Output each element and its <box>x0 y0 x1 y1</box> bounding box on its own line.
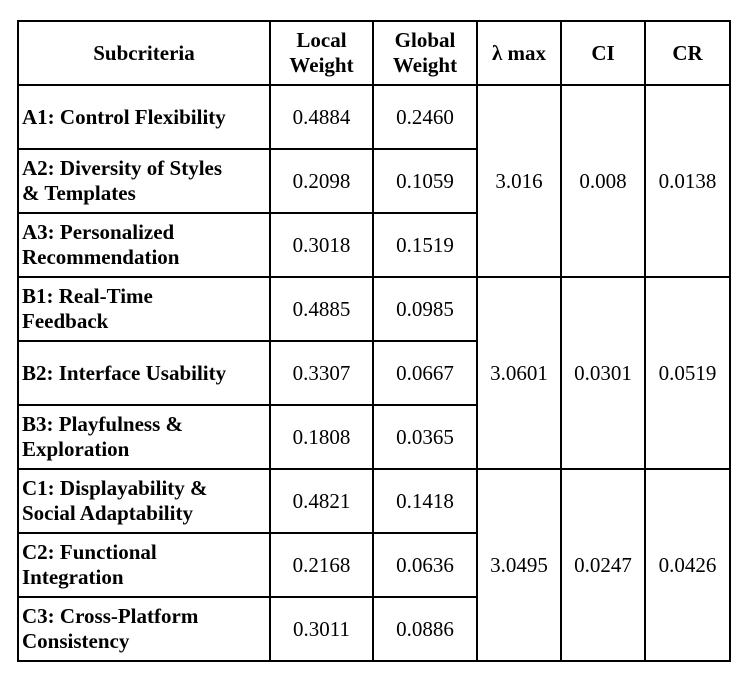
local-weight-cell: 0.3307 <box>270 341 373 405</box>
header-local-weight-line2: Weight <box>289 53 354 77</box>
lambda-max-cell-group-c: 3.0495 <box>477 469 561 661</box>
subcriteria-line2: & Templates <box>22 181 136 205</box>
subcriteria-cell <box>18 213 270 277</box>
subcriteria-line1: A3: Personalized <box>22 220 175 244</box>
subcriteria-line2: Recommendation <box>22 245 180 269</box>
ci-cell-group-c: 0.0247 <box>561 469 645 661</box>
global-weight-cell: 0.0985 <box>373 277 477 341</box>
header-local-weight-line1: Local <box>296 28 347 52</box>
header-global-weight <box>373 21 477 85</box>
subcriteria-cell <box>18 149 270 213</box>
header-lambda-max <box>477 21 561 85</box>
subcriteria-line2: Consistency <box>22 629 130 653</box>
lambda-max-cell-group-a: 3.016 <box>477 85 561 277</box>
subcriteria-line2: Integration <box>22 565 124 589</box>
subcriteria-line2: Exploration <box>22 437 130 461</box>
global-weight-cell: 0.2460 <box>373 85 477 149</box>
header-lambda-max-label: λ max <box>491 40 547 65</box>
table-row-b1 <box>18 277 730 341</box>
header-global-weight-line1: Global <box>394 28 456 52</box>
subcriteria-line1: B3: Playfulness & <box>22 412 184 436</box>
global-weight-cell: 0.1418 <box>373 469 477 533</box>
cr-cell-group-b: 0.0519 <box>645 277 730 469</box>
subcriteria-cell <box>18 85 270 149</box>
subcriteria-line1: C3: Cross-Platform <box>22 604 199 628</box>
ci-cell-group-a: 0.008 <box>561 85 645 277</box>
ci-cell-group-b: 0.0301 <box>561 277 645 469</box>
header-ci <box>561 21 645 85</box>
subcriteria-line1: B1: Real-Time <box>22 284 153 308</box>
global-weight-cell: 0.1519 <box>373 213 477 277</box>
global-weight-cell: 0.0636 <box>373 533 477 597</box>
subcriteria-cell <box>18 533 270 597</box>
subcriteria-line1: B2: Interface Usability <box>22 360 227 385</box>
header-cr-label: CR <box>672 40 703 65</box>
header-subcriteria <box>18 21 270 85</box>
table-row-c1 <box>18 469 730 533</box>
global-weight-cell: 0.0886 <box>373 597 477 661</box>
global-weight-cell: 0.1059 <box>373 149 477 213</box>
header-ci-label: CI <box>591 40 615 65</box>
lambda-max-cell-group-b: 3.0601 <box>477 277 561 469</box>
subcriteria-cell <box>18 405 270 469</box>
cr-cell-group-a: 0.0138 <box>645 85 730 277</box>
local-weight-cell: 0.1808 <box>270 405 373 469</box>
header-cr <box>645 21 730 85</box>
local-weight-cell: 0.4885 <box>270 277 373 341</box>
global-weight-cell: 0.0365 <box>373 405 477 469</box>
subcriteria-line2: Social Adaptability <box>22 501 193 525</box>
local-weight-cell: 0.4884 <box>270 85 373 149</box>
subcriteria-line1: C1: Displayability & <box>22 476 208 500</box>
subcriteria-cell <box>18 469 270 533</box>
subcriteria-cell <box>18 597 270 661</box>
subcriteria-line2: Feedback <box>22 309 109 333</box>
local-weight-cell: 0.3018 <box>270 213 373 277</box>
local-weight-cell: 0.2168 <box>270 533 373 597</box>
subcriteria-cell <box>18 277 270 341</box>
header-local-weight <box>270 21 373 85</box>
global-weight-cell: 0.0667 <box>373 341 477 405</box>
subcriteria-cell <box>18 341 270 405</box>
cr-cell-group-c: 0.0426 <box>645 469 730 661</box>
subcriteria-line1: A2: Diversity of Styles <box>22 156 223 180</box>
table-row-a1 <box>18 85 730 149</box>
local-weight-cell: 0.4821 <box>270 469 373 533</box>
header-row <box>18 21 730 85</box>
subcriteria-line1: C2: Functional <box>22 540 157 564</box>
header-global-weight-line2: Weight <box>392 53 458 77</box>
header-subcriteria-label: Subcriteria <box>93 40 195 65</box>
ahp-weights-table <box>17 20 731 662</box>
local-weight-cell: 0.3011 <box>270 597 373 661</box>
subcriteria-line1: A1: Control Flexibility <box>22 104 226 129</box>
local-weight-cell: 0.2098 <box>270 149 373 213</box>
